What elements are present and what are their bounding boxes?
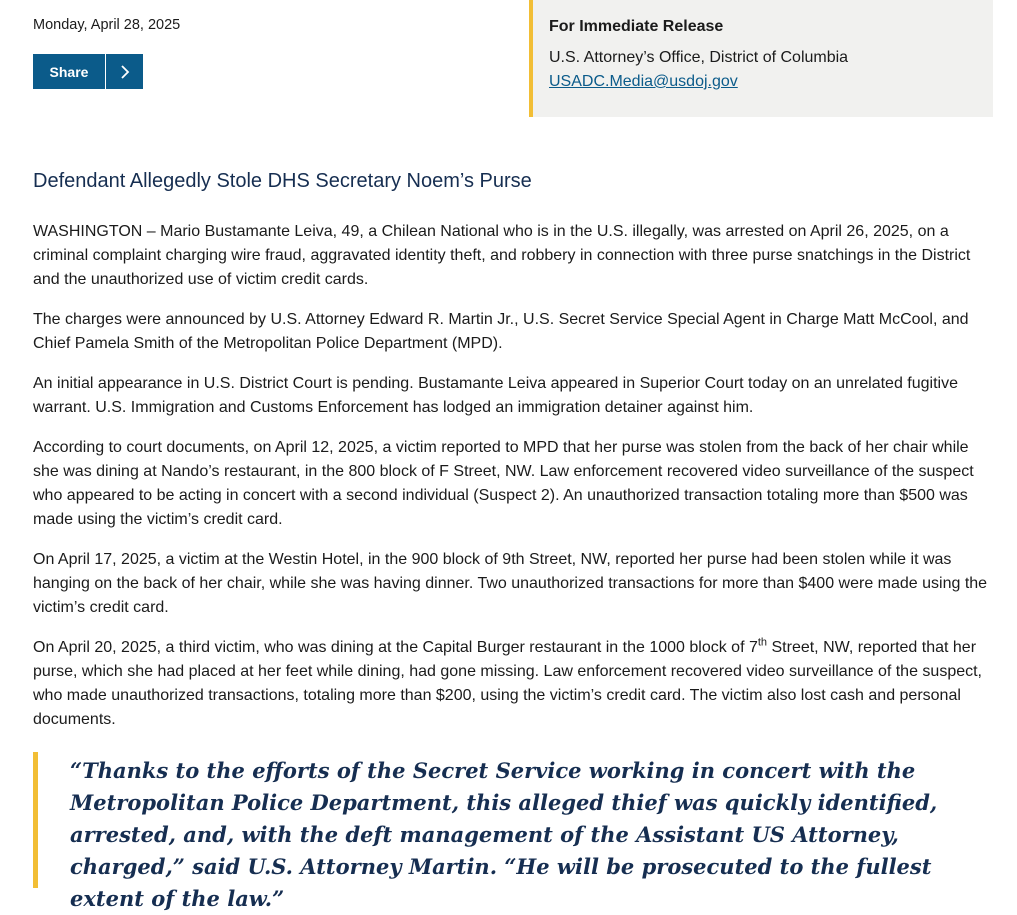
article-body	[33, 220, 995, 748]
release-office: U.S. Attorney’s Office, District of Columbia	[549, 49, 849, 66]
article-paragraph: According to court documents, on April 12, 2025, a victim reported to MPD that her purse was stolen from the back of her chair while she was dining at Nando’s restaurant, in the 800 block of F Street, NW. Law enforcement recovered video surveillance of the suspect who appeared to be acting in concert with a second individual (Suspect 2). An unauthorized transaction totaling more than $500 was made using the victim’s credit card.	[33, 439, 974, 528]
ordinal-suffix: th	[757, 636, 768, 649]
article-paragraph: On April 17, 2025, a victim at the Westin Hotel, in the 900 block of 9th Street, NW, reported her purse had been stolen while it was hanging on the back of her chair, while she was having dinner. Two unauthorized transactions for more than $400 were made using the victim’s credit card.	[33, 551, 988, 616]
release-title: For Immediate Release	[549, 18, 724, 35]
article-paragraph: WASHINGTON – Mario Bustamante Leiva, 49, a Chilean National who is in the U.S. illegally, was arrested on April 26, 2025, on a criminal complaint charging wire fraud, aggravated identity theft, and robbery in connection with three purse snatchings in the District and the unauthorized use of victim credit cards.	[33, 223, 971, 288]
paragraph-text: On April 20, 2025, a third victim, who was dining at the Capital Burger restaurant in the 1000 block of 7	[33, 639, 758, 656]
paragraph-text: Street, NW, reported that her purse, which she had placed at her feet while dining, had gone missing. Law enforcement recovered video surveillance of the suspect, who made unauthorized transactions, totaling more than $200, using the victim’s credit card. The victim also lost cash and personal documents.	[33, 639, 982, 728]
article-paragraph: An initial appearance in U.S. District Court is pending. Bustamante Leiva appeared in Superior Court today on an unrelated fugitive warrant. U.S. Immigration and Customs Enforcement has lodged an immigration detainer against him.	[33, 375, 958, 416]
release-info-box	[529, 0, 993, 117]
pull-quote	[33, 752, 993, 911]
article-paragraph	[33, 636, 995, 732]
article-paragraph: The charges were announced by U.S. Attorney Edward R. Martin Jr., U.S. Secret Service Special Agent in Charge Matt McCool, and Chief Pamela Smith of the Metropolitan Police Department (MPD).	[33, 311, 969, 352]
page-header	[0, 0, 1017, 118]
chevron-right-icon	[106, 54, 143, 89]
quote-text: “Thanks to the efforts of the Secret Service working in concert with the Metropolitan Police Department, this alleged thief was quickly identified, arrested, and, with the deft management of the Assistant US Attorney, charged,” said U.S. Attorney Martin. “He will be prosecuted to the fullest extent of the law.”	[70, 758, 938, 911]
share-button[interactable]	[33, 54, 143, 89]
share-label: Share	[49, 63, 89, 80]
article-headline: Defendant Allegedly Stole DHS Secretary Noem’s Purse	[33, 170, 532, 192]
media-email-link[interactable]: USADC.Media@usdoj.gov	[549, 73, 738, 90]
publish-date: Monday, April 28, 2025	[33, 17, 181, 33]
